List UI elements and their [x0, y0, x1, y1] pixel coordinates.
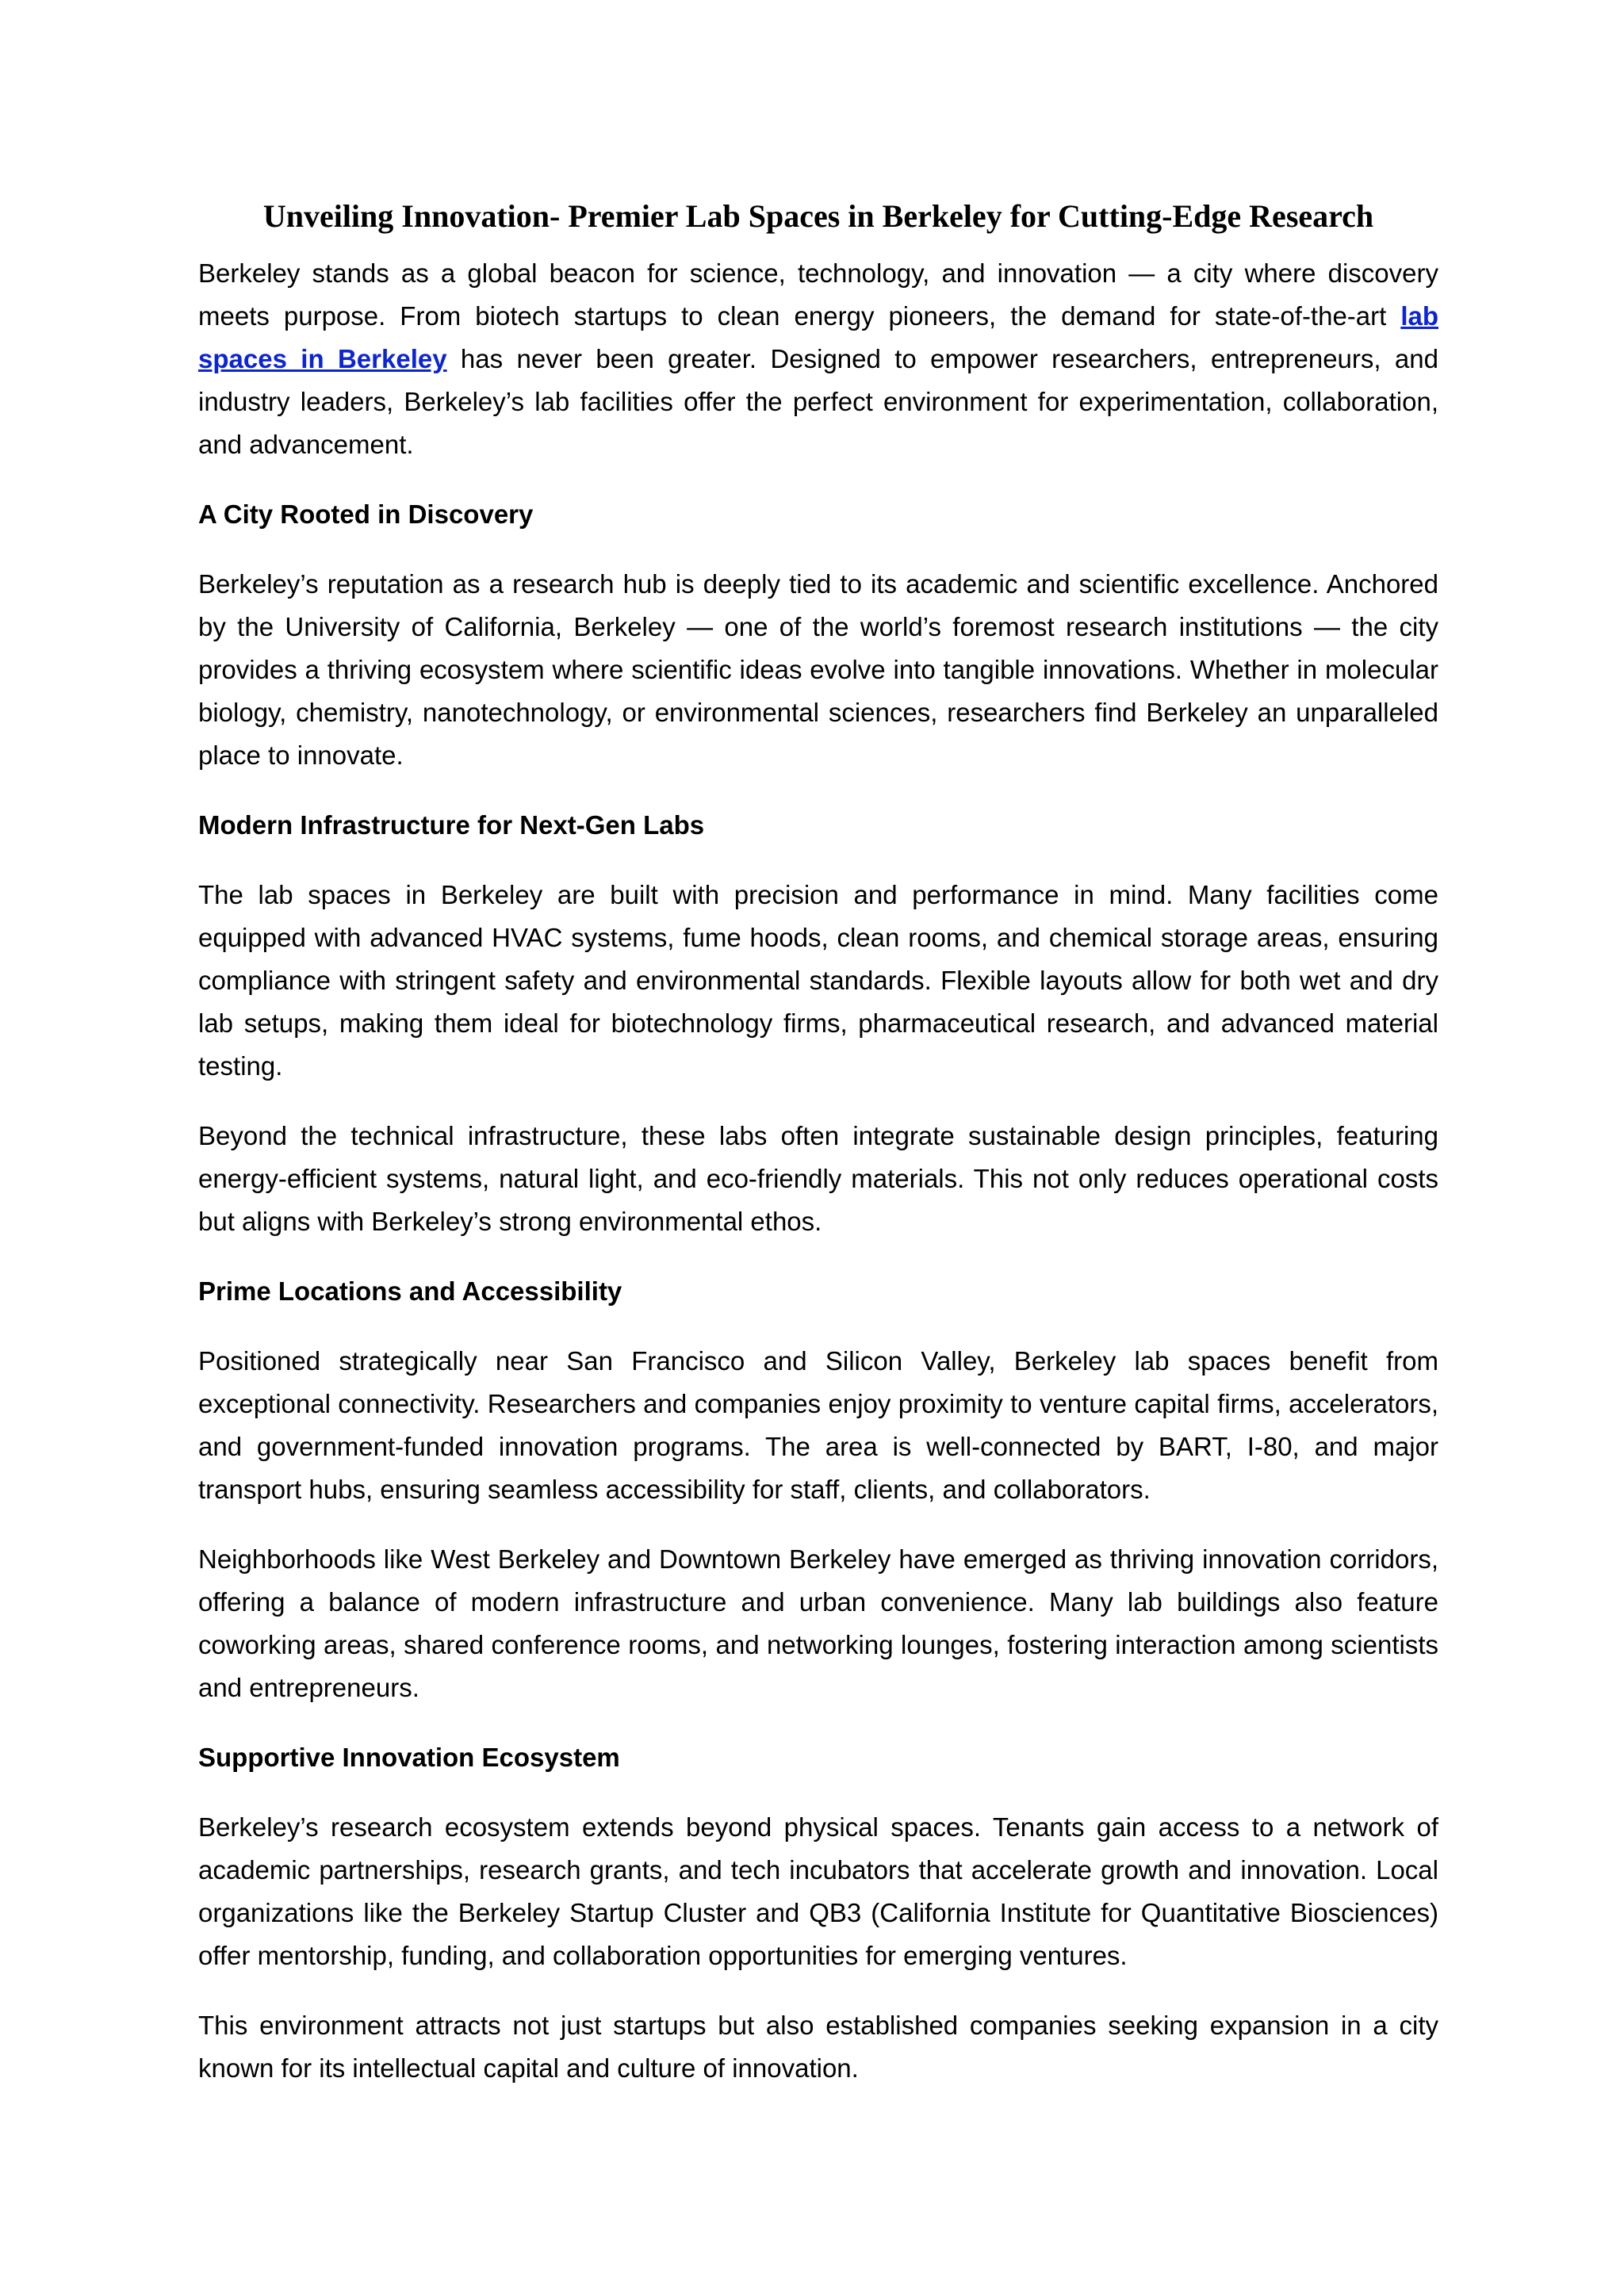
paragraph-city-rooted: Berkeley’s reputation as a research hub is deeply tied to its academic and scientific excellence. Anchored by the University of California, Berkeley — one of the world’s foremost research institutions — the city provides a thriving ecosystem where scientific ideas evolve into tangible innovations. Whether in molecular biology, chemistry, nanotechnology, or environmental sciences, researchers find Berkeley an unparalleled place to innovate.: [198, 569, 1438, 770]
paragraph-locations-2: Neighborhoods like West Berkeley and Downtown Berkeley have emerged as thriving innovation corridors, offering a balance of modern infrastructure and urban convenience. Many lab buildings also feature coworking areas, shared conference rooms, and networking lounges, fostering interaction among scientists and entrepreneurs.: [198, 1544, 1438, 1702]
intro-text-after-link: has never been greater. Designed to empower researchers, entrepreneurs, and industry leaders, Berkeley’s lab facilities offer the perfect environment for experimentation, collaboration, and advancement.: [198, 344, 1438, 459]
document-page: [198, 184, 1438, 2117]
document-title: Unveiling Innovation- Premier Lab Spaces in Berkeley for Cutting-Edge Research: [262, 198, 1374, 234]
intro-paragraph: [198, 252, 1438, 466]
section-heading-locations: Prime Locations and Accessibility: [198, 1276, 622, 1306]
paragraph-infrastructure-1: The lab spaces in Berkeley are built with precision and performance in mind. Many facilities come equipped with advanced HVAC systems, fume hoods, clean rooms, and chemical storage areas, ensuring compliance with stringent safety and environmental standards. Flexible layouts allow for both wet and dry lab setups, making them ideal for biotechnology firms, pharmaceutical research, and advanced material testing.: [198, 880, 1438, 1081]
intro-text-before-link: Berkeley stands as a global beacon for science, technology, and innovation — a city where discovery meets purpose. From biotech startups to clean energy pioneers, the demand for state-of-the-art: [198, 258, 1438, 331]
paragraph-infrastructure-2: Beyond the technical infrastructure, these labs often integrate sustainable design principles, featuring energy-efficient systems, natural light, and eco-friendly materials. This not only reduces operational costs but aligns with Berkeley’s strong environmental ethos.: [198, 1121, 1438, 1236]
section-heading-infrastructure: Modern Infrastructure for Next-Gen Labs: [198, 810, 705, 840]
paragraph-ecosystem-1: Berkeley’s research ecosystem extends beyond physical spaces. Tenants gain access to a network of academic partnerships, research grants, and tech incubators that accelerate growth and innovation. Local organizations like the Berkeley Startup Cluster and QB3 (California Institute for Quantitative Biosciences) offer mentorship, funding, and collaboration opportunities for emerging ventures.: [198, 1812, 1438, 1970]
lab-spaces-link[interactable]: lab spaces in Berkeley: [198, 301, 1438, 373]
section-heading-city-rooted: A City Rooted in Discovery: [198, 499, 534, 529]
paragraph-locations-1: Positioned strategically near San Francisco and Silicon Valley, Berkeley lab spaces benefit from exceptional connectivity. Researchers and companies enjoy proximity to venture capital firms, accelerators, and government-funded innovation programs. The area is well-connected by BART, I-80, and major transport hubs, ensuring seamless accessibility for staff, clients, and collaborators.: [198, 1346, 1438, 1504]
section-heading-ecosystem: Supportive Innovation Ecosystem: [198, 1743, 620, 1772]
paragraph-ecosystem-2: This environment attracts not just startups but also established companies seeking expansion in a city known for its intellectual capital and culture of innovation.: [198, 2011, 1438, 2083]
